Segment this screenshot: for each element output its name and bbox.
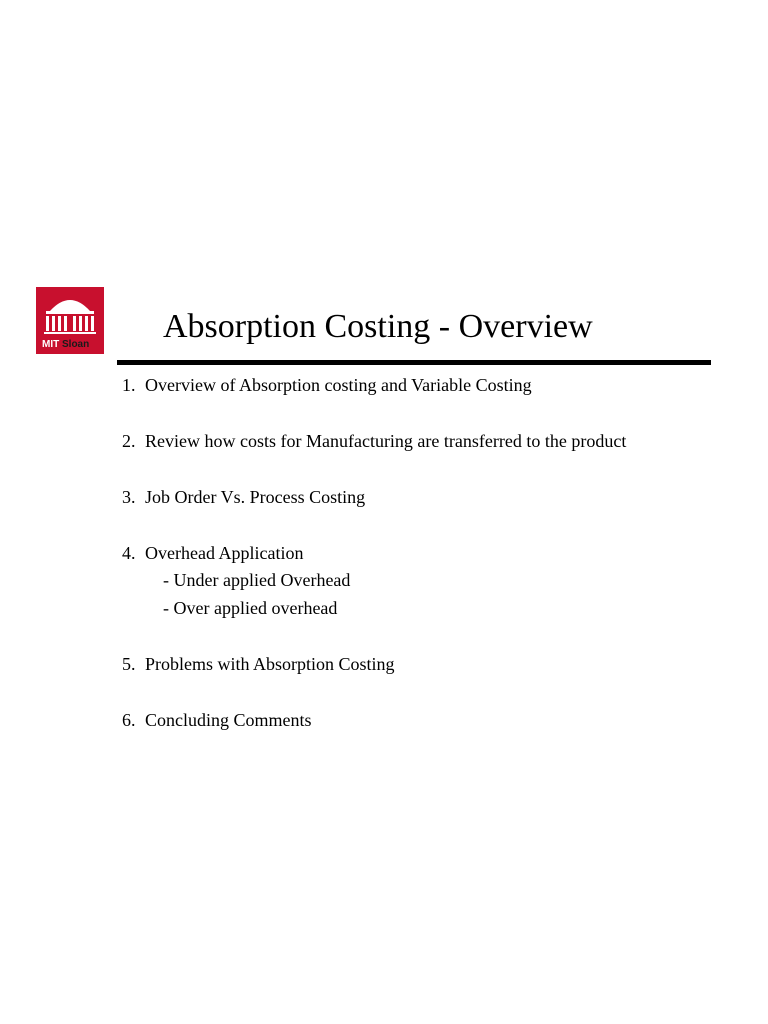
agenda-item-6 (122, 708, 312, 732)
agenda-item-number: 5. (122, 654, 136, 674)
agenda-item-3 (122, 485, 365, 509)
agenda-item-text: Overhead Application (145, 543, 304, 563)
mit-dome-icon (36, 287, 104, 354)
agenda-item-text: Review how costs for Manufacturing are transferred to the product (145, 431, 627, 451)
slide-title: Absorption Costing - Overview (163, 308, 593, 345)
agenda-item-1 (122, 373, 532, 397)
agenda-item-2 (122, 429, 626, 453)
agenda-item-number: 4. (122, 543, 136, 563)
logo-text-sloan: Sloan (62, 339, 90, 350)
agenda-item-text: Overview of Absorption costing and Variable Costing (145, 375, 532, 395)
agenda-item-number: 1. (122, 375, 136, 395)
agenda-item-text: Concluding Comments (145, 710, 312, 730)
agenda-item-number: 6. (122, 710, 136, 730)
agenda-item-number: 3. (122, 487, 136, 507)
agenda-sub-item-over-applied: - Over applied overhead (163, 598, 338, 618)
agenda-item-number: 2. (122, 431, 136, 451)
agenda-sub-item-under-applied: - Under applied Overhead (163, 570, 351, 590)
agenda-item-text: Job Order Vs. Process Costing (145, 487, 366, 507)
agenda-item-text: Problems with Absorption Costing (145, 654, 395, 674)
agenda-item-5 (122, 652, 395, 676)
agenda-item-4 (122, 541, 303, 565)
title-divider (117, 360, 711, 365)
logo-text-mit: MIT (42, 339, 60, 350)
mit-sloan-logo (36, 287, 104, 354)
